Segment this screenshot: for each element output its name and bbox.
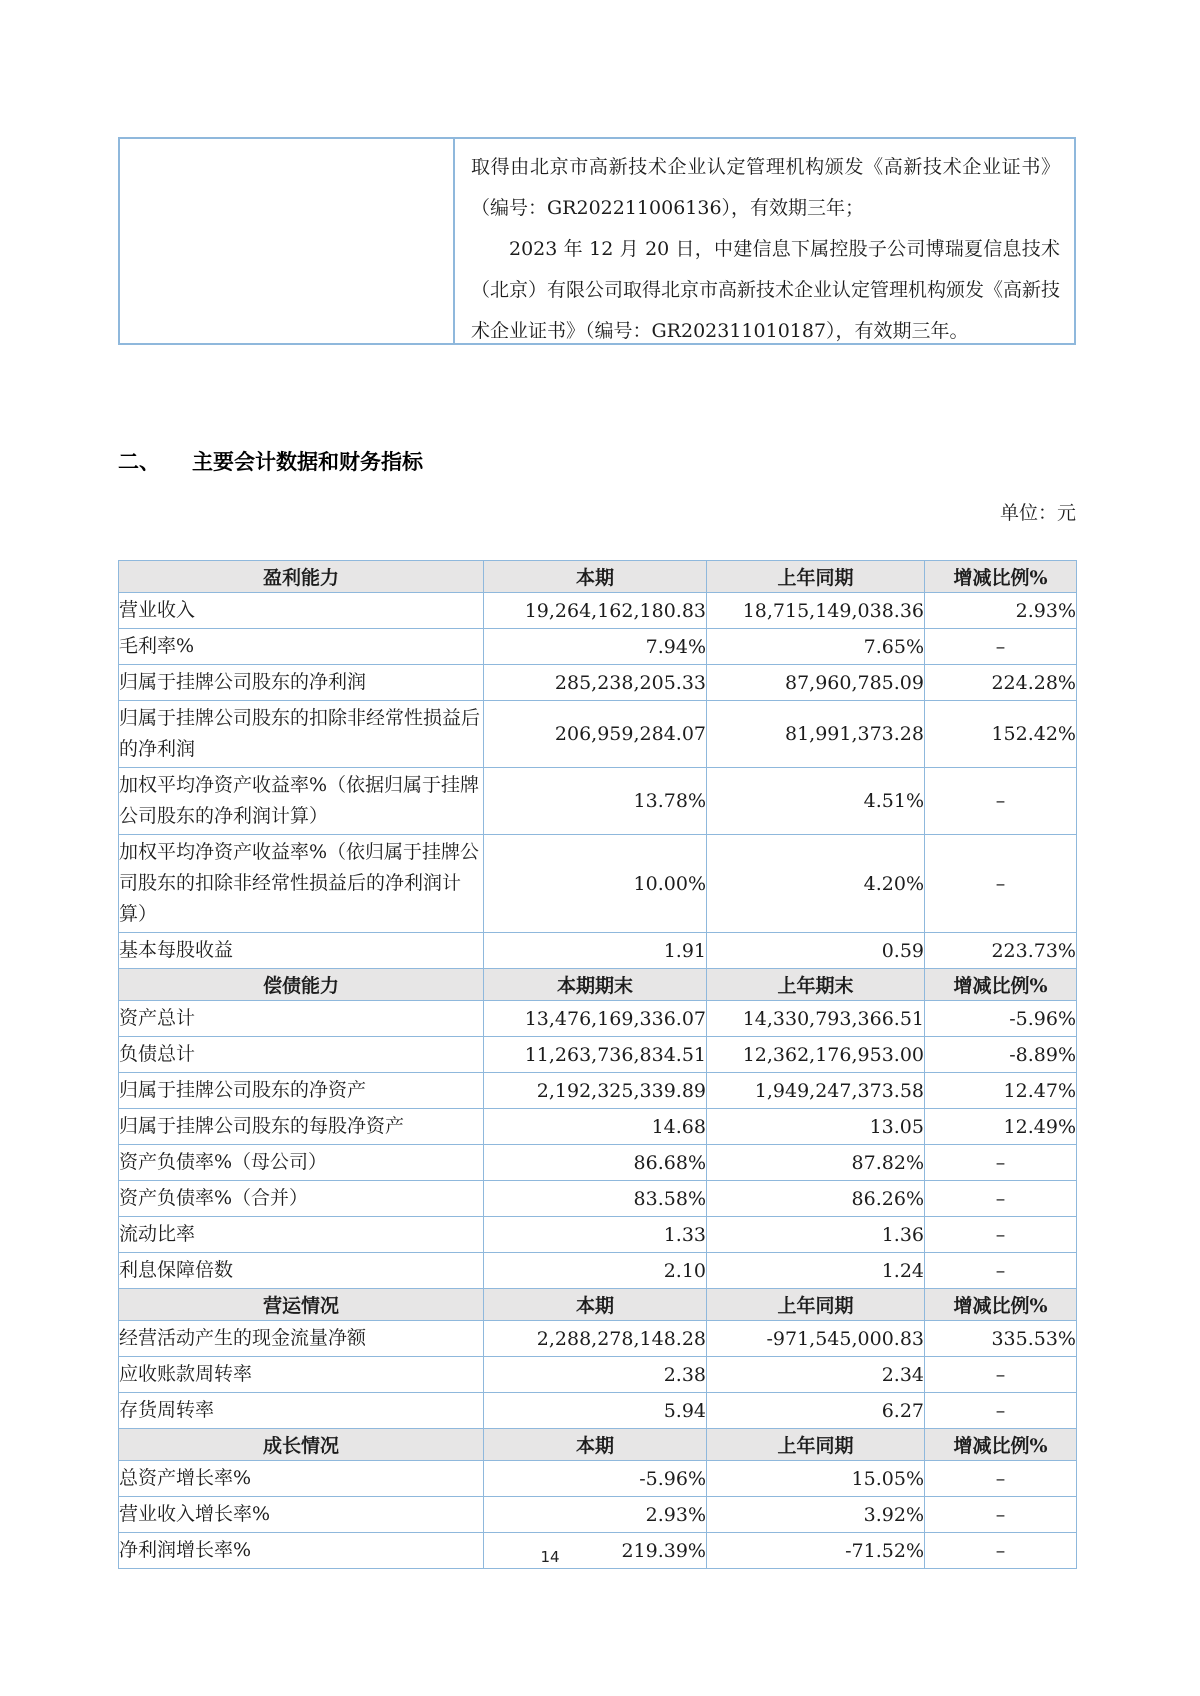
- prior-period-value-cell: 81,991,373.28: [707, 701, 925, 768]
- column-header-prior: 上年同期: [707, 1429, 925, 1461]
- table-row: [119, 768, 1077, 835]
- current-period-value-cell: 2.10: [484, 1253, 707, 1289]
- prior-period-value-cell: 13.05: [707, 1109, 925, 1145]
- current-period-value-cell: 86.68%: [484, 1145, 707, 1181]
- certificate-note-paragraph-1: 取得由北京市高新技术企业认定管理机构颁发《高新技术企业证书》（编号：GR202211006136），有效期三年；: [471, 156, 1060, 219]
- current-period-value-cell: 13,476,169,336.07: [484, 1001, 707, 1037]
- table-row: [119, 629, 1077, 665]
- metric-label-cell: 归属于挂牌公司股东的每股净资产: [119, 1109, 484, 1145]
- column-header-change: 增减比例%: [925, 1289, 1077, 1321]
- section-header-label: 盈利能力: [119, 561, 484, 593]
- metric-label-cell: 归属于挂牌公司股东的扣除非经常性损益后的净利润: [119, 701, 484, 768]
- prior-period-value-cell: 18,715,149,038.36: [707, 593, 925, 629]
- change-ratio-cell: –: [925, 1145, 1077, 1181]
- current-period-value-cell: 285,238,205.33: [484, 665, 707, 701]
- section-heading: [118, 446, 423, 476]
- certificate-note-paragraph-2: 2023 年 12 月 20 日，中建信息下属控股子公司博瑞夏信息技术（北京）有限公司取得北京市高新技术企业认定管理机构颁发《高新技术企业证书》（编号：GR202311010187），有效期三年。: [471, 238, 1061, 342]
- column-header-prior: 上年同期: [707, 1289, 925, 1321]
- metric-label-cell: 经营活动产生的现金流量净额: [119, 1321, 484, 1357]
- current-period-value-cell: 2,192,325,339.89: [484, 1073, 707, 1109]
- current-period-value-cell: 1.91: [484, 933, 707, 969]
- column-header-current: 本期: [484, 1429, 707, 1461]
- metric-label-cell: 资产总计: [119, 1001, 484, 1037]
- section-header-label: 成长情况: [119, 1429, 484, 1461]
- section-header-row: [119, 561, 1077, 593]
- column-header-prior: 上年期末: [707, 969, 925, 1001]
- table-row: [119, 1217, 1077, 1253]
- current-period-value-cell: 7.94%: [484, 629, 707, 665]
- prior-period-value-cell: 4.51%: [707, 768, 925, 835]
- unit-label: 单位：元: [999, 502, 1076, 524]
- prior-period-value-cell: 14,330,793,366.51: [707, 1001, 925, 1037]
- current-period-value-cell: 2.38: [484, 1357, 707, 1393]
- prior-period-value-cell: 0.59: [707, 933, 925, 969]
- table-row: [119, 1145, 1077, 1181]
- prior-period-value-cell: 87.82%: [707, 1145, 925, 1181]
- prior-period-value-cell: 87,960,785.09: [707, 665, 925, 701]
- table-row: [119, 1321, 1077, 1357]
- prior-period-value-cell: -71.52%: [707, 1533, 925, 1569]
- change-ratio-cell: –: [925, 1217, 1077, 1253]
- section-heading-number: 二、: [118, 450, 160, 474]
- table-row: [119, 1073, 1077, 1109]
- change-ratio-cell: –: [925, 1357, 1077, 1393]
- change-ratio-cell: –: [925, 768, 1077, 835]
- prior-period-value-cell: 12,362,176,953.00: [707, 1037, 925, 1073]
- table-row: [119, 1181, 1077, 1217]
- certificate-note-empty-cell: [120, 139, 455, 343]
- metric-label-cell: 归属于挂牌公司股东的净利润: [119, 665, 484, 701]
- table-row: [119, 1001, 1077, 1037]
- column-header-change: 增减比例%: [925, 561, 1077, 593]
- page-number: 14: [540, 1548, 560, 1566]
- change-ratio-cell: 223.73%: [925, 933, 1077, 969]
- current-period-value-cell: 219.39%: [484, 1533, 707, 1569]
- table-row: [119, 665, 1077, 701]
- financial-indicators-table: [118, 560, 1077, 1569]
- metric-label-cell: 营业收入: [119, 593, 484, 629]
- metric-label-cell: 利息保障倍数: [119, 1253, 484, 1289]
- current-period-value-cell: -5.96%: [484, 1461, 707, 1497]
- prior-period-value-cell: 7.65%: [707, 629, 925, 665]
- certificate-note-table: [118, 137, 1076, 345]
- metric-label-cell: 营业收入增长率%: [119, 1497, 484, 1533]
- change-ratio-cell: –: [925, 1533, 1077, 1569]
- prior-period-value-cell: 6.27: [707, 1393, 925, 1429]
- prior-period-value-cell: 3.92%: [707, 1497, 925, 1533]
- table-row: [119, 1497, 1077, 1533]
- section-header-row: [119, 1289, 1077, 1321]
- table-row: [119, 835, 1077, 933]
- metric-label-cell: 毛利率%: [119, 629, 484, 665]
- current-period-value-cell: 5.94: [484, 1393, 707, 1429]
- column-header-current: 本期: [484, 561, 707, 593]
- metric-label-cell: 净利润增长率%: [119, 1533, 484, 1569]
- prior-period-value-cell: 1.36: [707, 1217, 925, 1253]
- table-row: [119, 1037, 1077, 1073]
- table-row: [119, 593, 1077, 629]
- prior-period-value-cell: 15.05%: [707, 1461, 925, 1497]
- change-ratio-cell: –: [925, 1497, 1077, 1533]
- section-header-label: 营运情况: [119, 1289, 484, 1321]
- section-header-row: [119, 1429, 1077, 1461]
- section-header-label: 偿债能力: [119, 969, 484, 1001]
- table-row: [119, 1109, 1077, 1145]
- table-row: [119, 1461, 1077, 1497]
- table-row: [119, 701, 1077, 768]
- column-header-current: 本期: [484, 1289, 707, 1321]
- table-row: [119, 1357, 1077, 1393]
- section-header-row: [119, 969, 1077, 1001]
- change-ratio-cell: 224.28%: [925, 665, 1077, 701]
- current-period-value-cell: 1.33: [484, 1217, 707, 1253]
- metric-label-cell: 资产负债率%（合并）: [119, 1181, 484, 1217]
- table-row: [119, 1253, 1077, 1289]
- section-heading-title: 主要会计数据和财务指标: [192, 450, 423, 474]
- current-period-value-cell: 10.00%: [484, 835, 707, 933]
- metric-label-cell: 存货周转率: [119, 1393, 484, 1429]
- change-ratio-cell: –: [925, 1253, 1077, 1289]
- table-row: [119, 1393, 1077, 1429]
- change-ratio-cell: 12.49%: [925, 1109, 1077, 1145]
- current-period-value-cell: 13.78%: [484, 768, 707, 835]
- prior-period-value-cell: 1.24: [707, 1253, 925, 1289]
- certificate-note-text-cell: [455, 139, 1074, 343]
- change-ratio-cell: -5.96%: [925, 1001, 1077, 1037]
- change-ratio-cell: 152.42%: [925, 701, 1077, 768]
- change-ratio-cell: 335.53%: [925, 1321, 1077, 1357]
- change-ratio-cell: –: [925, 1181, 1077, 1217]
- metric-label-cell: 应收账款周转率: [119, 1357, 484, 1393]
- metric-label-cell: 加权平均净资产收益率%（依据归属于挂牌公司股东的净利润计算）: [119, 768, 484, 835]
- metric-label-cell: 归属于挂牌公司股东的净资产: [119, 1073, 484, 1109]
- metric-label-cell: 负债总计: [119, 1037, 484, 1073]
- change-ratio-cell: –: [925, 629, 1077, 665]
- change-ratio-cell: 12.47%: [925, 1073, 1077, 1109]
- change-ratio-cell: 2.93%: [925, 593, 1077, 629]
- prior-period-value-cell: 2.34: [707, 1357, 925, 1393]
- column-header-prior: 上年同期: [707, 561, 925, 593]
- column-header-current: 本期期末: [484, 969, 707, 1001]
- metric-label-cell: 总资产增长率%: [119, 1461, 484, 1497]
- current-period-value-cell: 2.93%: [484, 1497, 707, 1533]
- current-period-value-cell: 2,288,278,148.28: [484, 1321, 707, 1357]
- column-header-change: 增减比例%: [925, 969, 1077, 1001]
- current-period-value-cell: 11,263,736,834.51: [484, 1037, 707, 1073]
- metric-label-cell: 加权平均净资产收益率%（依归属于挂牌公司股东的扣除非经常性损益后的净利润计算）: [119, 835, 484, 933]
- change-ratio-cell: –: [925, 1393, 1077, 1429]
- prior-period-value-cell: -971,545,000.83: [707, 1321, 925, 1357]
- current-period-value-cell: 14.68: [484, 1109, 707, 1145]
- change-ratio-cell: –: [925, 1461, 1077, 1497]
- metric-label-cell: 流动比率: [119, 1217, 484, 1253]
- metric-label-cell: 基本每股收益: [119, 933, 484, 969]
- current-period-value-cell: 206,959,284.07: [484, 701, 707, 768]
- current-period-value-cell: 19,264,162,180.83: [484, 593, 707, 629]
- change-ratio-cell: -8.89%: [925, 1037, 1077, 1073]
- change-ratio-cell: –: [925, 835, 1077, 933]
- prior-period-value-cell: 4.20%: [707, 835, 925, 933]
- prior-period-value-cell: 1,949,247,373.58: [707, 1073, 925, 1109]
- metric-label-cell: 资产负债率%（母公司）: [119, 1145, 484, 1181]
- column-header-change: 增减比例%: [925, 1429, 1077, 1461]
- table-row: [119, 933, 1077, 969]
- prior-period-value-cell: 86.26%: [707, 1181, 925, 1217]
- current-period-value-cell: 83.58%: [484, 1181, 707, 1217]
